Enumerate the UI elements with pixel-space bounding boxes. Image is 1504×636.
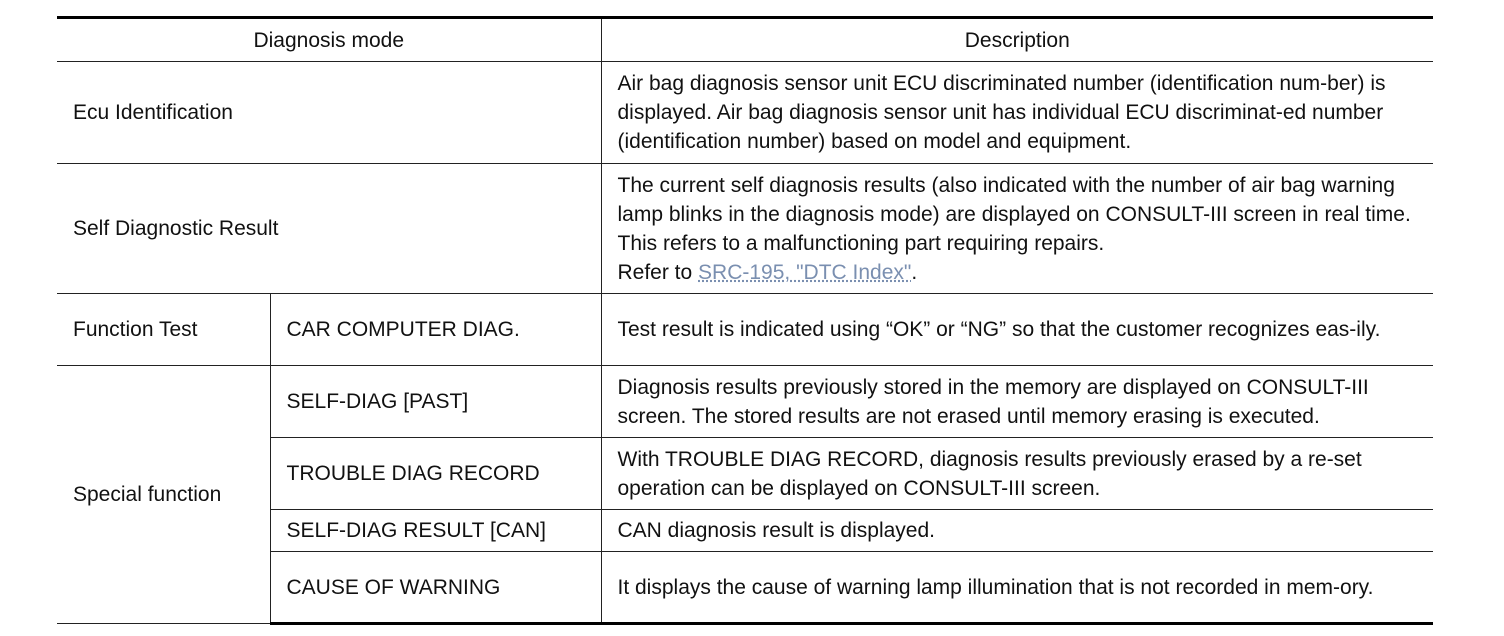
mode-cell: Self Diagnostic Result: [57, 164, 601, 294]
submode-cell: TROUBLE DIAG RECORD: [270, 438, 601, 510]
mode-cell: Function Test: [57, 294, 270, 366]
description-text: The current self diagnosis results (also indicated with the number of air bag warning lamp blinks in the diagnosis mode) are displayed on CONSULT-III screen in real time. This refers to a malfunctioning part requiring repairs.: [617, 173, 1411, 255]
dtc-index-link[interactable]: SRC-195, "DTC Index": [698, 260, 912, 284]
description-cell: [601, 164, 1433, 294]
table-row: [57, 62, 1433, 164]
description-cell: With TROUBLE DIAG RECORD, diagnosis results previously erased by a re-set operation can be displayed on CONSULT-III screen.: [601, 438, 1433, 510]
description-cell: Test result is indicated using “OK” or “NG” so that the customer recognizes eas-ily.: [601, 294, 1433, 366]
submode-cell: CAR COMPUTER DIAG.: [270, 294, 601, 366]
header-diagnosis-mode: Diagnosis mode: [57, 18, 601, 62]
submode-cell: SELF-DIAG RESULT [CAN]: [270, 510, 601, 552]
table-header-row: [57, 18, 1433, 62]
mode-cell: Special function: [57, 366, 270, 624]
header-description: Description: [601, 18, 1433, 62]
table-row: [57, 164, 1433, 294]
table-row: [57, 366, 1433, 438]
submode-cell: CAUSE OF WARNING: [270, 552, 601, 624]
mode-cell: Ecu Identification: [57, 62, 601, 164]
refer-suffix: .: [911, 260, 918, 284]
submode-cell: SELF-DIAG [PAST]: [270, 366, 601, 438]
description-cell: Air bag diagnosis sensor unit ECU discriminated number (identification num-ber) is displayed. Air bag diagnosis sensor unit has individual ECU discriminat-ed number (identification number) based on model and equipment.: [601, 62, 1433, 164]
description-cell: It displays the cause of warning lamp illumination that is not recorded in mem-ory.: [601, 552, 1433, 624]
table-row: [57, 294, 1433, 366]
description-cell: Diagnosis results previously stored in the memory are displayed on CONSULT-III screen. The stored results are not erased until memory erasing is executed.: [601, 366, 1433, 438]
description-cell: CAN diagnosis result is displayed.: [601, 510, 1433, 552]
diagnosis-mode-table: [57, 16, 1433, 625]
refer-prefix: Refer to: [617, 260, 699, 284]
